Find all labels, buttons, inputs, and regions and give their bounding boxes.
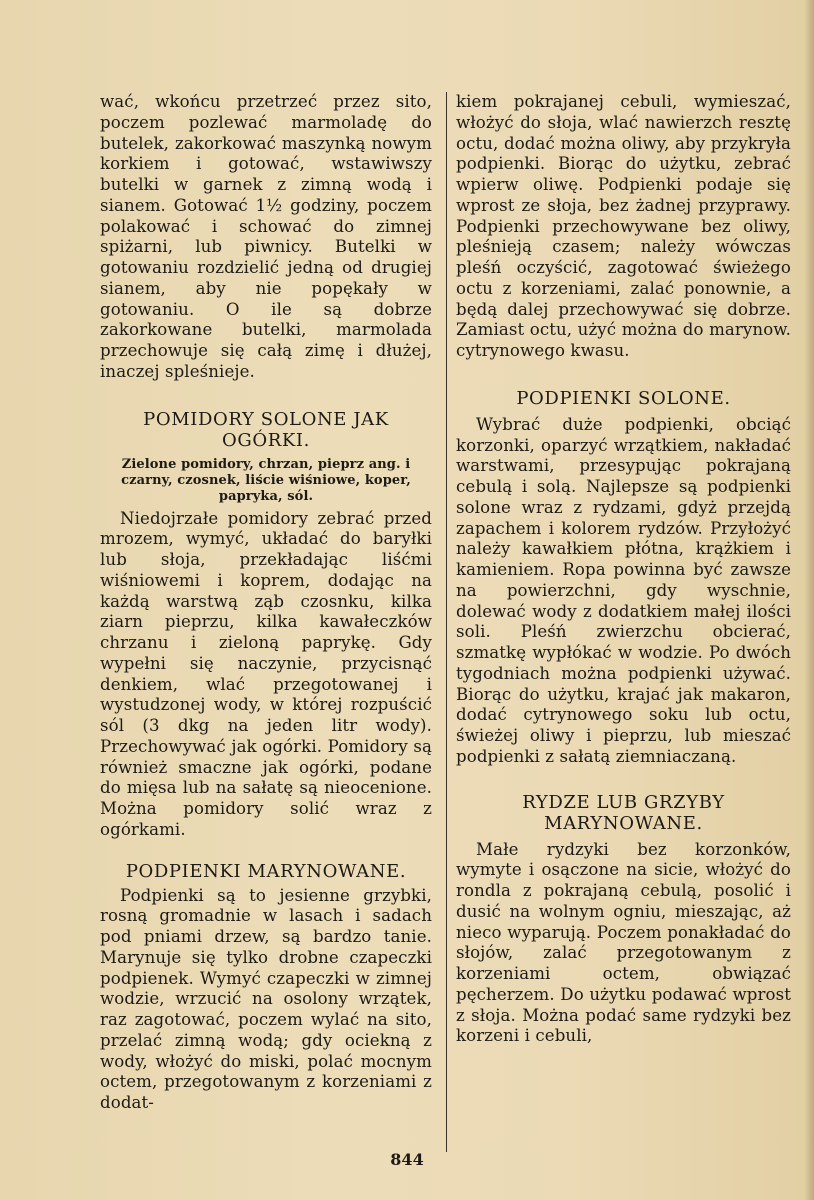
recipe-body-pomidory: Niedojrzałe pomidory zebrać przed mrozem, wymyć, układać do baryłki lub słoja, przekładając liśćmi wiśniowemi i koprem, dodając na każdą warstwą ząb czosnku, kilka ziarn pieprzu, kilka kawałeczków chrzanu i zieloną paprykę. Gdy wypełni się naczynie, przycisnąć denkiem, wlać przegotowanej i wystudzonej wody, w której rozpuścić sól (3 dkg na jeden litr wody). Przechowywać jak ogórki. Pomidory są również smaczne jak ogórki, podane do mięsa lub na sałatę są nieocenione. Można pomidory solić wraz z ogórkami.	[100, 508, 432, 839]
section-title-podpienki-marynowane: PODPIENKI MARYNOWANE.	[125, 860, 407, 882]
left-column	[100, 92, 432, 1114]
section-title-rydze: RYDZE LUB GRZYBY MARYNOWANE.	[522, 791, 725, 834]
column-divider	[446, 92, 447, 1152]
recipe-body-podpienki-marynowane: Podpienki są to jesienne grzybki, rosną gromadnie w lasach i sadach pod pniami drzew, są bardzo tanie. Marynuje się tylko drobne czapeczki podpienek. Wymyć czapeczki w zimnej wodzie, wrzucić na osolony wrzątek, raz zagotować, poczem wylać na sito, przelać zimną wodą; gdy ociekną z wody, włożyć do miski, polać mocnym octem, przegotowanym z korzeniami z dodat-	[100, 885, 432, 1112]
page-edge-shadow	[804, 0, 814, 1200]
page-number: 844	[390, 1150, 424, 1169]
continued-paragraph: wać, wkońcu przetrzeć przez sito, poczem pozlewać marmoladę do butelek, zakorkować maszynką nowym korkiem i gotować, wstawiwszy butelki w garnek z zimną wodą i sianem. Gotować 1½ godziny, poczem polakować i schować do zimnej spiżarni, lub piwnicy. Butelki w gotowaniu rozdzielić jedną od drugiej sianem, aby nie popękały w gotowaniu. O ile są dobrze zakorkowane butelki, marmolada przechowuje się całą zimę i dłużej, inaczej spleśnieje.	[100, 92, 432, 381]
section-title-podpienki-solone: PODPIENKI SOLONE.	[516, 387, 731, 409]
right-column	[456, 92, 791, 1047]
ingredients-line: Zielone pomidory, chrzan, pieprz ang. i czarny, czosnek, liście wiśniowe, koper, papryka, sól.	[121, 456, 411, 504]
recipe-body-rydze: Małe rydzyki bez korzonków, wymyte i osączone na sicie, włożyć do rondla z pokrajaną cebulą, posolić i dusić na wolnym ogniu, mieszając, aż nieco wyparują. Poczem ponakładać do słojów, zalać przegotowanym z korzeniami octem, obwiązać pęcherzem. Do użytku podawać wprost z słoja. Można podać same rydzyki bez korzeni i cebuli,	[456, 839, 791, 1046]
continued-paragraph-right: kiem pokrajanej cebuli, wymieszać, włożyć do słoja, wlać nawierzch resztę octu, dodać można oliwy, aby przykryła podpienki. Biorąc do użytku, zebrać wpierw oliwę. Podpienki podaje się wprost ze słoja, bez żadnej przyprawy. Podpienki przechowywane bez oliwy, pleśnieją czasem; należy wówczas pleśń oczyścić, zagotować świeżego octu z korzeniami, zalać ponownie, a będą dalej przechowywać się dobrze. Zamiast octu, użyć można do marynow. cytrynowego kwasu.	[456, 92, 791, 360]
recipe-body-podpienki-solone: Wybrać duże podpienki, obciąć korzonki, oparzyć wrzątkiem, nakładać warstwami, przesypując pokrajaną cebulą i solą. Najlepsze są podpienki solone wraz z rydzami, gdyż przejdą zapachem i kolorem rydzów. Przyłożyć należy kawałkiem płótna, krążkiem i kamieniem. Ropa powinna być zawsze na powierzchni, gdy wyschnie, dolewać wody z dodatkiem małej ilości soli. Pleśń zwierzchu obcierać, szmatkę wypłókać w wodzie. Po dwóch tygodniach można podpienki używać. Biorąc do użytku, krajać jak makaron, dodać cytrynowego soku lub octu, świeżej oliwy i pieprzu, lub mieszać podpienki z sałatą ziemniaczaną.	[456, 414, 791, 766]
section-title-pomidory: POMIDORY SOLONE JAK OGÓRKI.	[143, 408, 389, 451]
